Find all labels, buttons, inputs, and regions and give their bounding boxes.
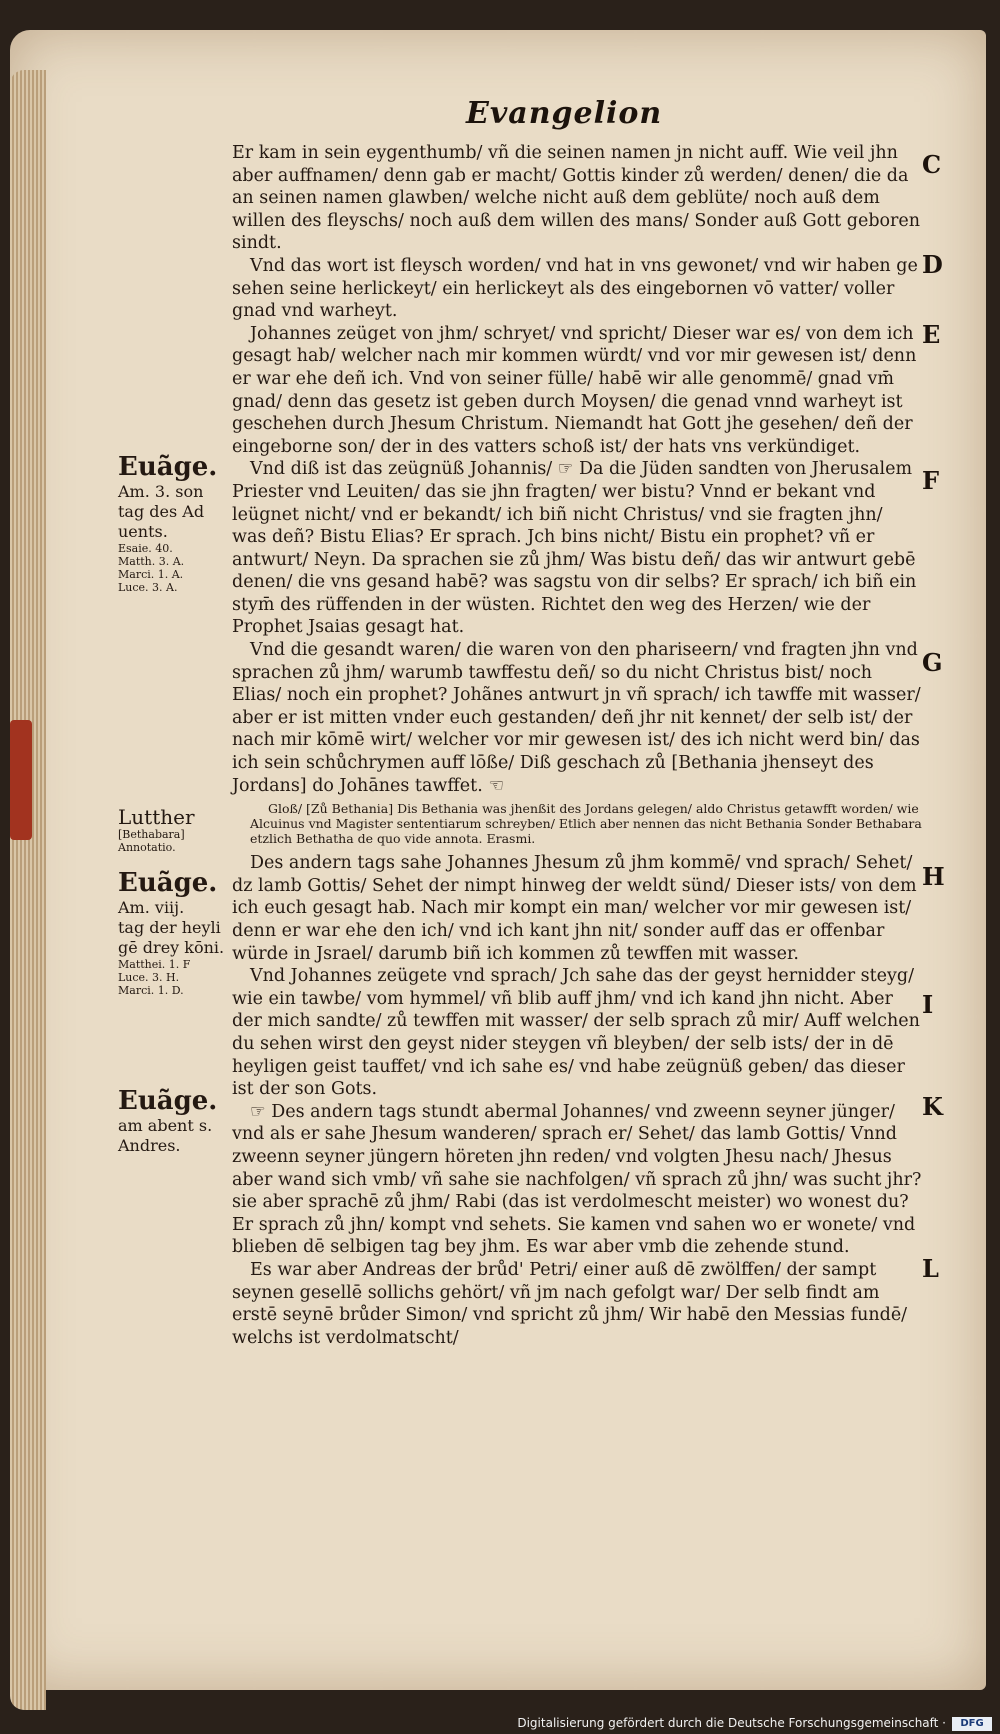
margin-note-line: uents.	[118, 522, 168, 541]
paragraph: Vnd die gesandt waren/ die waren von den phariseern/ vnd fragten jhn vnd sprachen zů jhm/ warumb tawffestu deñ/ so du nicht Christus bist/ noch Elias/ noch ein prophet? Johãnes antwurt jn vñ sprach/ ich tawffe mit wasser/ aber er ist mitten vnder euch gestanden/ deñ jhr nit kennet/ der selb ist/ der nach mir kōmē wirt/ welcher vor mir gewesen ist/ des ich nicht werd bin/ das ich sein schůchrymen auff lōße/ Diß geschach zů [Bethania jhenseyt des Jordans] do Johānes tawffet. ☜	[232, 640, 921, 796]
margin-note-line: tag der heyli	[118, 918, 221, 937]
margin-note-title: Euãge.	[118, 452, 218, 482]
section-letter: E	[922, 320, 941, 349]
paragraph: Vnd Johannes zeügete vnd sprach/ Jch sahe das der geyst hernidder steyg/ wie ein tawbe/ vom hymmel/ vñ blib auff jhm/ vnd ich kand jhn nicht. Aber der mich sandte/ zů tewffen mit wasser/ der selb sprach zů mir/ Auff welchen du sehen wirst den geyst nider steygen vñ bleyben/ der selb ists/ der in dē heyligen geist tauffet/ vnd ich sahe es/ vnd habe zeügnüß geben/ das dieser ist der son Gots.	[232, 966, 920, 1100]
section-letter: D	[922, 250, 943, 279]
margin-note-line: tag des Ad	[118, 502, 205, 521]
margin-note-line: Am. viij.	[118, 898, 185, 917]
footer-credit: Digitalisierung gefördert durch die Deutsche Forschungsgemeinschaft ·	[517, 1716, 946, 1730]
margin-note-line: Andres.	[118, 1136, 181, 1155]
paragraph: Des andern tags sahe Johannes Jhesum zů jhm kommē/ vnd sprach/ Sehet/ dz lamb Gottis/ Sehet der nimpt hinweg der weldt sünd/ Dieser ists/ von dem ich euch gesagt hab. Nach mir kompt ein man/ welcher vor mir gewesen ist/ denn er war ehe den ich/ vnd ich kant jhn nit/ sonder auff das er offenbar würde in Jsrael/ darumb biñ ich kommen zů tewffen mit wasser.	[232, 853, 917, 964]
bookmark-tab	[10, 720, 32, 840]
main-text-column	[232, 142, 922, 1349]
margin-note-line: Am. 3. son	[118, 482, 204, 501]
dfg-logo: DFG	[952, 1717, 992, 1731]
section-letter: K	[922, 1092, 943, 1121]
margin-note-ref: Esaie. 40.	[118, 542, 173, 555]
section-letter: G	[922, 648, 943, 677]
margin-note-title: Lutther	[118, 805, 195, 829]
margin-note-line: gē drey kōni.	[118, 938, 225, 957]
margin-note-ref: Luce. 3. A.	[118, 581, 178, 594]
margin-note-ref: Marci. 1. D.	[118, 984, 184, 997]
section-letter: I	[922, 990, 934, 1019]
margin-note-ref: Matthei. 1. F	[118, 958, 191, 971]
margin-note	[118, 868, 230, 997]
paragraph: Er kam in sein eygenthumb/ vñ die seinen namen jn nicht auff. Wie veil jhn aber auffnamen/ denn gab er macht/ Gottis kinder zů werden/ denen/ die da an seinen namen glawben/ welche nicht auß dem geblüte/ noch auß dem willen des fleyschs/ noch auß dem willen des mans/ Sonder auß Gott geboren sindt.	[232, 143, 921, 254]
section-letter: H	[922, 862, 945, 891]
section-letter: L	[922, 1254, 939, 1283]
paragraph: Vnd das wort ist fleysch worden/ vnd hat in vns gewonet/ vnd wir haben ge sehen seine herlickeyt/ ein herlickeyt als des eingebornen vō vatter/ voller gnad vnd warheyt.	[232, 255, 918, 322]
margin-note-title: Euãge.	[118, 868, 218, 898]
gloss-note: Gloß/ [Zů Bethania] Dis Bethania was jhenßit des Jordans gelegen/ aldo Christus getawfft worden/ wie Alcuinus vnd Magister sententiarum schreyben/ Etlich aber nennen das nicht Bethania Sonder Bethabara etzlich Bethatha de quo vide annota. Erasmi.	[250, 801, 922, 847]
paragraph: Johannes zeüget von jhm/ schryet/ vnd spricht/ Dieser war es/ von dem ich gesagt hab/ welcher nach mir kommen würdt/ vnd vor mir gewesen ist/ denn er war ehe deñ ich. Vnd von seiner fülle/ habē wir alle genommē/ gnad vm̄ gnad/ denn das gesetz ist geben durch Moysen/ die genad vnnd warheyt ist geschehen durch Jhesum Christum. Niemandt hat Gott jhe gesehen/ deñ der eingeborne son/ der in des vatters schoß ist/ der hats vns verkündiget.	[232, 323, 917, 457]
paragraph: Vnd diß ist das zeügnüß Johannis/ ☞ Da die Jüden sandten von Jherusalem Priester vnd Leuiten/ das sie jhn fragten/ wer bistu? Vnnd er bekant vnd leügnet nicht/ vnd er bekandt/ ich biñ nicht Christus/ vnd sie fragten jhn/ was deñ? Bistu Elias? Er sprach. Jch bins nicht/ Bistu ein prophet? vñ er antwurt/ Neyn. Da sprachen sie zů jhm/ Was bistu deñ/ das wir antwurt gebē denen/ die vns gesand habē? was sagstu von dir selbs? Er sprach/ ich biñ ein stym̄ des rüffenden in der wüsten. Richtet den weg des Herzen/ wie der Prophet Jsaias gesagt hat.	[232, 459, 917, 638]
section-letter: C	[922, 150, 942, 179]
margin-note	[118, 452, 230, 594]
margin-note-ref: Marci. 1. A.	[118, 568, 184, 581]
page-edges	[10, 70, 46, 1710]
margin-note-ref: Annotatio.	[118, 841, 176, 854]
margin-note-ref: [Bethabara]	[118, 828, 185, 841]
margin-note	[118, 1086, 230, 1156]
section-letter: F	[922, 466, 940, 495]
paragraph: ☞ Des andern tags stundt abermal Johannes/ vnd zweenn seyner jünger/ vnd als er sahe Jhesum wanderen/ sprach er/ Sehet/ das lamb Gottis/ Vnnd zweenn seyner jüngern höreten jhn reden/ vnd volgten Jhesu nach/ Jhesus aber wand sich vmb/ vñ sahe sie nachfolgen/ vñ sprach zů jhn/ was sucht jhr? sie aber sprachē zů jhm/ Rabi (das ist verdolmescht meister) wo wonest du? Er sprach zů jhn/ kompt vnd sehets. Sie kamen vnd sahen wo er wonete/ vnd blieben dē selbigen tag bey jhm. Es war aber vmb die zehende stund.	[232, 1101, 922, 1258]
running-title: Evangelion	[466, 96, 663, 131]
margin-note-title: Euãge.	[118, 1086, 218, 1116]
margin-note-ref: Luce. 3. H.	[118, 971, 180, 984]
margin-note-line: am abent s.	[118, 1116, 213, 1135]
paragraph: Es war aber Andreas der brůd' Petri/ einer auß dē zwölffen/ der sampt seynen gesellē sollichs gehört/ vñ jm nach gefolgt war/ Der selb findt am erstē seynē brůder Simon/ vnd spricht zů jhm/ Wir habē den Messias fundē/ welchs ist verdolmatscht/	[232, 1259, 908, 1348]
margin-note-ref: Matth. 3. A.	[118, 555, 185, 568]
margin-note	[118, 806, 230, 854]
